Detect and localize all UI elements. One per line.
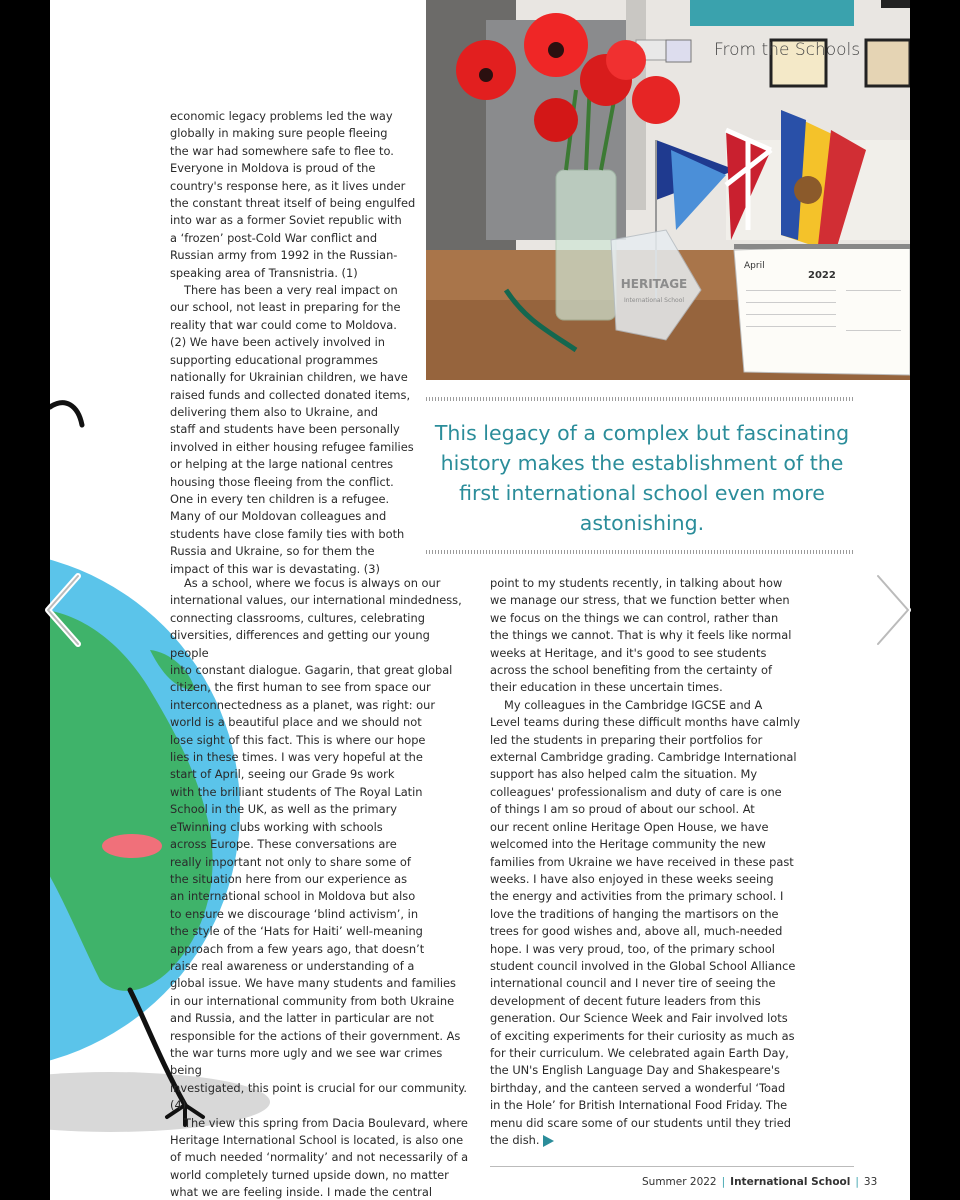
chevron-left-icon[interactable] — [40, 570, 86, 650]
paragraph: economic legacy problems led the way globally in making sure people fleeing the war had somewhere safe to flee to. Everyone in Moldova is proud of the country's response here, as it lives under the constant threat itself of being engulfed into war as a former Soviet republic with a ‘frozen’ post-Cold War conflict and Russian army from 1992 in the Russian- speaking area of Transnistria. (1) — [170, 109, 416, 280]
magazine-title: International School — [730, 1176, 851, 1188]
chevron-right-icon[interactable] — [870, 570, 916, 650]
issue-label: Summer 2022 — [642, 1176, 717, 1188]
section-tab — [690, 0, 854, 26]
paragraph: As a school, where we focus is always on our international values, our international mindedness, connecting classrooms, cultures, celebrating diversities, differences and getting our young people into constant dialogue. Gagarin, that great global citizen, the first human to see from space our interconnectedness as a planet, was right: our world is a beautiful place and we should not lose sight of this fact. This is where our hope lies in these times. I was very hopeful at the start of April, seeing our Grade 9s work with the brilliant students of The Royal Latin School in the UK, as well as the primary eTwinning clubs working with schools across Europe. These conversations are really important not only to share some of the situation here from our experience as an international school in Moldova but also to ensure we discourage ‘blind activism’, in the style of the ‘Hats for Haiti’ well-meaning approach from a few years ago, that doesn’t raise real awareness or understanding of a global issue. We have many students and families in our international community from both Ukraine and Russia, and the latter in particular are not responsible for the actions of their government. As the war turns more ugly and we see war crimes being investigated, this point is crucial for our community. (4) — [170, 576, 468, 1113]
footer-separator: | — [721, 1176, 726, 1188]
pullquote-bottom-rule — [426, 550, 854, 554]
article-column-1 — [170, 108, 420, 578]
paragraph: The view this spring from Dacia Boulevard, where Heritage International School is located, is also one of much needed ‘normality’ and not necessarily of a world completely turned upside down, no matter what we are feeling inside. I made the central — [170, 1115, 469, 1200]
page-number: 33 — [863, 1176, 878, 1188]
hand-arm-decoration — [50, 395, 90, 435]
pull-quote: This legacy of a complex but fascinating history makes the establishment of the first international school even more astonishing. — [434, 421, 850, 535]
pullquote-top-rule — [426, 397, 854, 401]
paragraph-text: My colleagues in the Cambridge IGCSE and A Level teams during these difficult months have calmly led the students in preparing their portfolios for external Cambridge grading. Cambridge International support has also helped calm the situation. My colleagues' professionalism and duty of care is one of things I am so proud of about our school. At our recent online Heritage Open House, we have welcomed into the Heritage community the new families from Ukraine we have received in these past weeks. I have also enjoyed in these weeks seeing the energy and activities from the primary school. I love the traditions of hanging the martisors on the trees for good wishes and, above all, much-needed hope. I was very proud, too, of the primary school student council involved in the Global School Alliance international council and I never tire of seeing the development of decent future leaders from this generation. Our Science Week and Fair involved lots of exciting experiments for their curiosity as much as for their curriculum. We celebrated again Earth Day, the UN's English Language Day and Shakespeare's birthday, and the canteen served a wonderful ‘Toad in the Hole’ for British International Food Friday. The menu did scare some of our students until they tried the dish. — [490, 697, 801, 1147]
calendar-month: April — [744, 261, 765, 271]
paragraph — [490, 697, 810, 1150]
footer-separator: | — [855, 1176, 859, 1188]
plaque-name: HERITAGE — [620, 277, 688, 291]
end-of-article-triangle-icon — [543, 1135, 554, 1147]
calendar-year: 2022 — [808, 270, 836, 281]
paragraph: point to my students recently, in talking about how we manage our stress, that we function better when we focus on the things we can control, rather than the things we cannot. That is why it feels like normal weeks at Heritage, and it's good to see students across the school benefiting from the certainty of their education in these uncertain times. — [490, 576, 792, 695]
article-column-2 — [170, 575, 470, 1200]
article-column-3 — [490, 575, 810, 1149]
magazine-page — [50, 0, 910, 1200]
page-footer — [642, 1176, 877, 1188]
paragraph: There has been a very real impact on our school, not least in preparing for the reality that war could come to Moldova. (2) We have been actively involved in supporting educational programmes nationally for Ukrainian children, we have raised funds and collected donated items, delivering them also to Ukraine, and staff and students have been personally involved in either housing refugee families or helping at the large national centres housing those fleeing from the conflict. One in every ten children is a refugee. Many of our Moldovan colleagues and students have close family ties with both Russia and Ukraine, so for them the impact of this war is devastating. (3) — [170, 283, 414, 576]
section-label: From the Schools — [714, 40, 861, 60]
footer-rule — [490, 1166, 854, 1167]
plaque-subtitle: International School — [623, 297, 685, 304]
